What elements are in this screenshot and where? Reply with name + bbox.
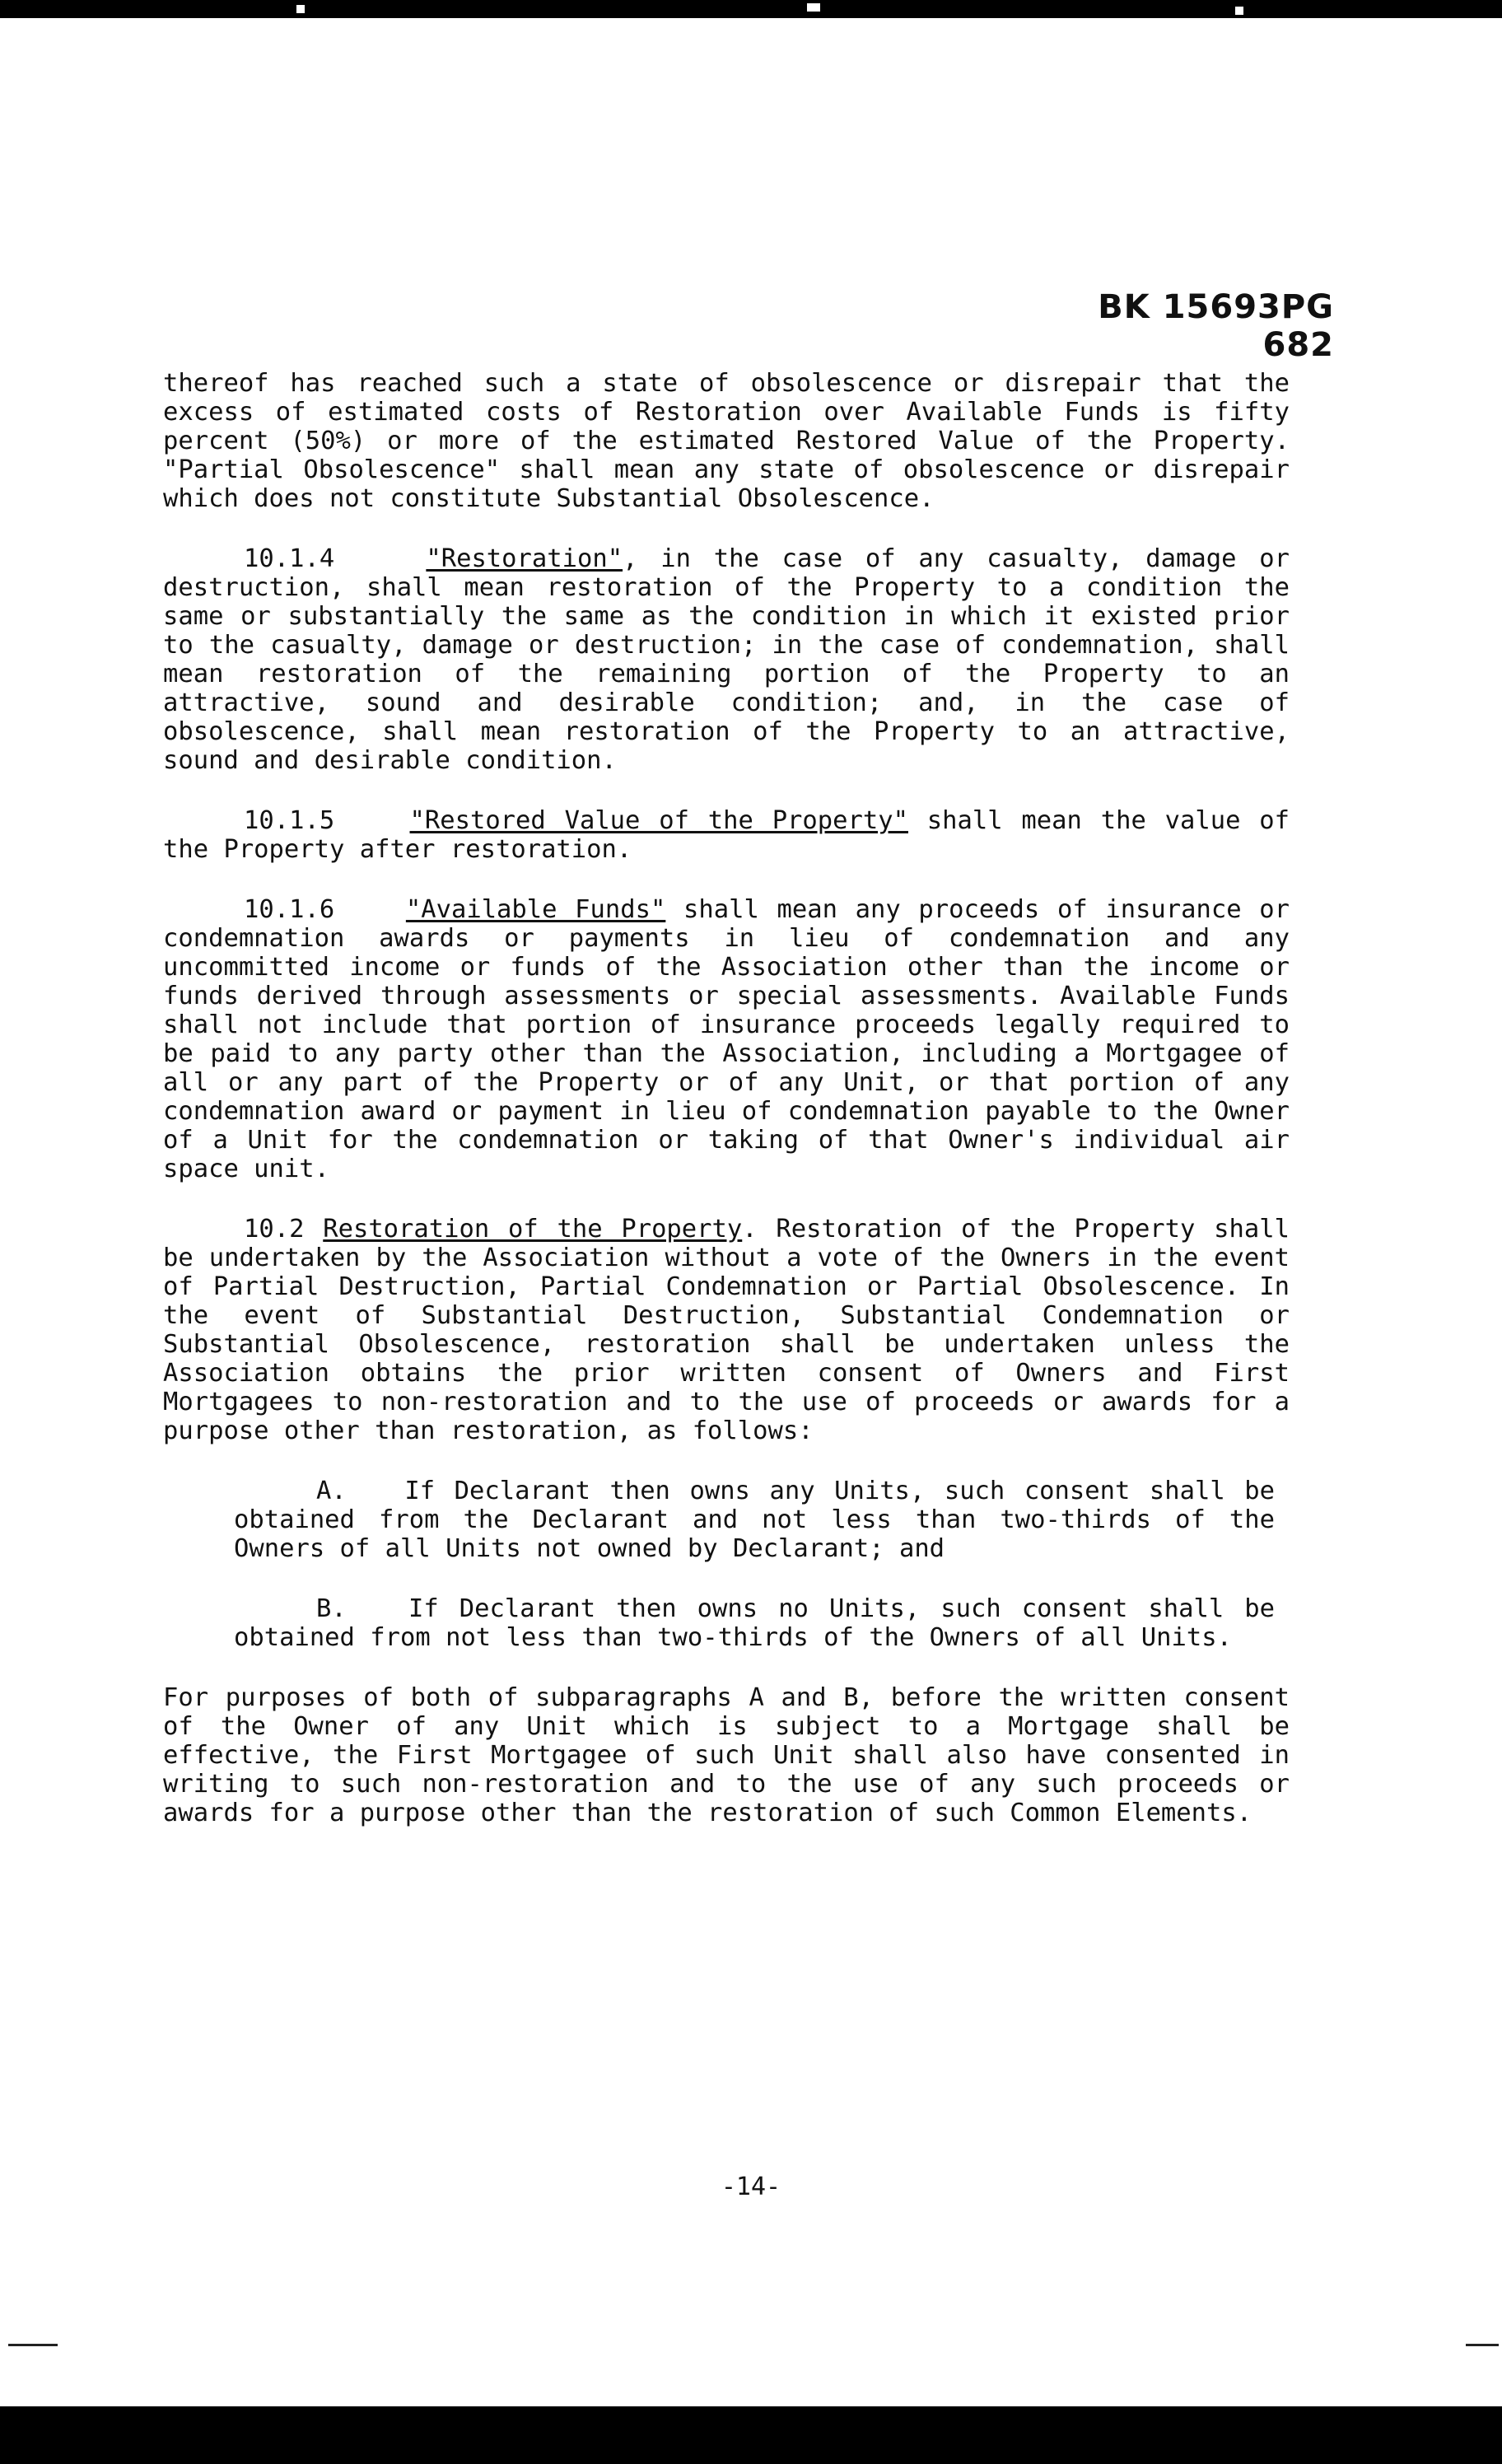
- page-number: -14-: [721, 2172, 781, 2201]
- scan-top-border: [0, 0, 1502, 18]
- scan-speck: [1235, 7, 1243, 15]
- document-body: [163, 369, 1290, 1827]
- section-number: 10.1.6: [244, 895, 335, 924]
- scan-speck: [807, 3, 820, 12]
- section-number: 10.1.4: [244, 544, 335, 573]
- subparagraph-a: [234, 1477, 1275, 1563]
- section-text: shall mean any proceeds of insurance or condemnation awards or payments in lieu of condemnation and any uncommitted income or funds of the Association other than the income or funds derived through assessments or special assessments. Available Funds shall not include that portion of insurance proceeds legally required to be paid to any party other than the Association, including a Mortgagee of all or any part of the Property or of any Unit, or that portion of any condemnation award or payment in lieu of condemnation payable to the Owner of a Unit for the condemnation or taking of that Owner's individual air space unit.: [163, 895, 1290, 1183]
- defined-term-available-funds: "Available Funds": [405, 895, 666, 924]
- section-10-1-5: [163, 806, 1290, 864]
- scan-mark: [1466, 2344, 1499, 2346]
- final-paragraph: For purposes of both of subparagraphs A and B, before the written consent of the Owner of any Unit which is subject to a Mortgage shall be effective, the First Mortgagee of such Unit shall also have consented in writing to such non-restoration and to the use of any such proceeds or awards for a purpose other than the restoration of such Common Elements.: [163, 1683, 1290, 1827]
- section-number: 10.1.5: [244, 806, 335, 835]
- defined-term-restoration: "Restoration": [426, 544, 623, 573]
- section-10-1-4: [163, 544, 1290, 775]
- defined-term-restored-value: "Restored Value of the Property": [409, 806, 908, 835]
- scan-bottom-border: [0, 2406, 1502, 2464]
- scan-mark: [8, 2344, 58, 2346]
- section-10-1-6: [163, 895, 1290, 1183]
- section-number: 10.2: [244, 1215, 305, 1244]
- subparagraph-text: If Declarant then owns any Units, such consent shall be obtained from the Declarant and not less than two-thirds of the Owners of all Units not owned by Declarant; and: [234, 1477, 1275, 1563]
- subparagraph-letter: B.: [316, 1594, 347, 1623]
- subparagraph-letter: A.: [316, 1477, 347, 1505]
- intro-paragraph: thereof has reached such a state of obsolescence or disrepair that the excess of estimated costs of Restoration over Available Funds is fifty percent (50%) or more of the estimated Restored Value of the Property. "Partial Obsolescence" shall mean any state of obsolescence or disrepair which does not constitute Substantial Obsolescence.: [163, 369, 1290, 513]
- scan-speck: [296, 5, 305, 13]
- section-text: , in the case of any casualty, damage or destruction, shall mean restoration of the Property to a condition the same or substantially the same as the condition in which it existed prior to the casualty, damage or destruction; in the case of condemnation, shall mean restoration of the remaining portion of the Property to an attractive, sound and desirable condition; and, in the case of obsolescence, shall mean restoration of the Property to an attractive, sound and desirable condition.: [163, 544, 1290, 775]
- section-text: . Restoration of the Property shall be undertaken by the Association without a vote of the Owners in the event of Partial Destruction, Partial Condemnation or Partial Obsolescence. In the event of Substantial Destruction, Substantial Condemnation or Substantial Obsolescence, restoration shall be undertaken unless the Association obtains the prior written consent of Owners and First Mortgagees to non-restoration and to the use of proceeds or awards for a purpose other than restoration, as follows:: [163, 1215, 1290, 1445]
- subparagraph-text: If Declarant then owns no Units, such consent shall be obtained from not less than two-thirds of the Owners of all Units.: [234, 1594, 1276, 1652]
- book-page-reference: BK 15693PG 682: [1098, 288, 1334, 364]
- subparagraph-b: [234, 1594, 1275, 1652]
- section-text: shall mean the value of the Property after restoration.: [163, 806, 1290, 864]
- section-10-2: [163, 1215, 1290, 1445]
- section-heading-restoration-of-property: Restoration of the Property: [323, 1215, 743, 1244]
